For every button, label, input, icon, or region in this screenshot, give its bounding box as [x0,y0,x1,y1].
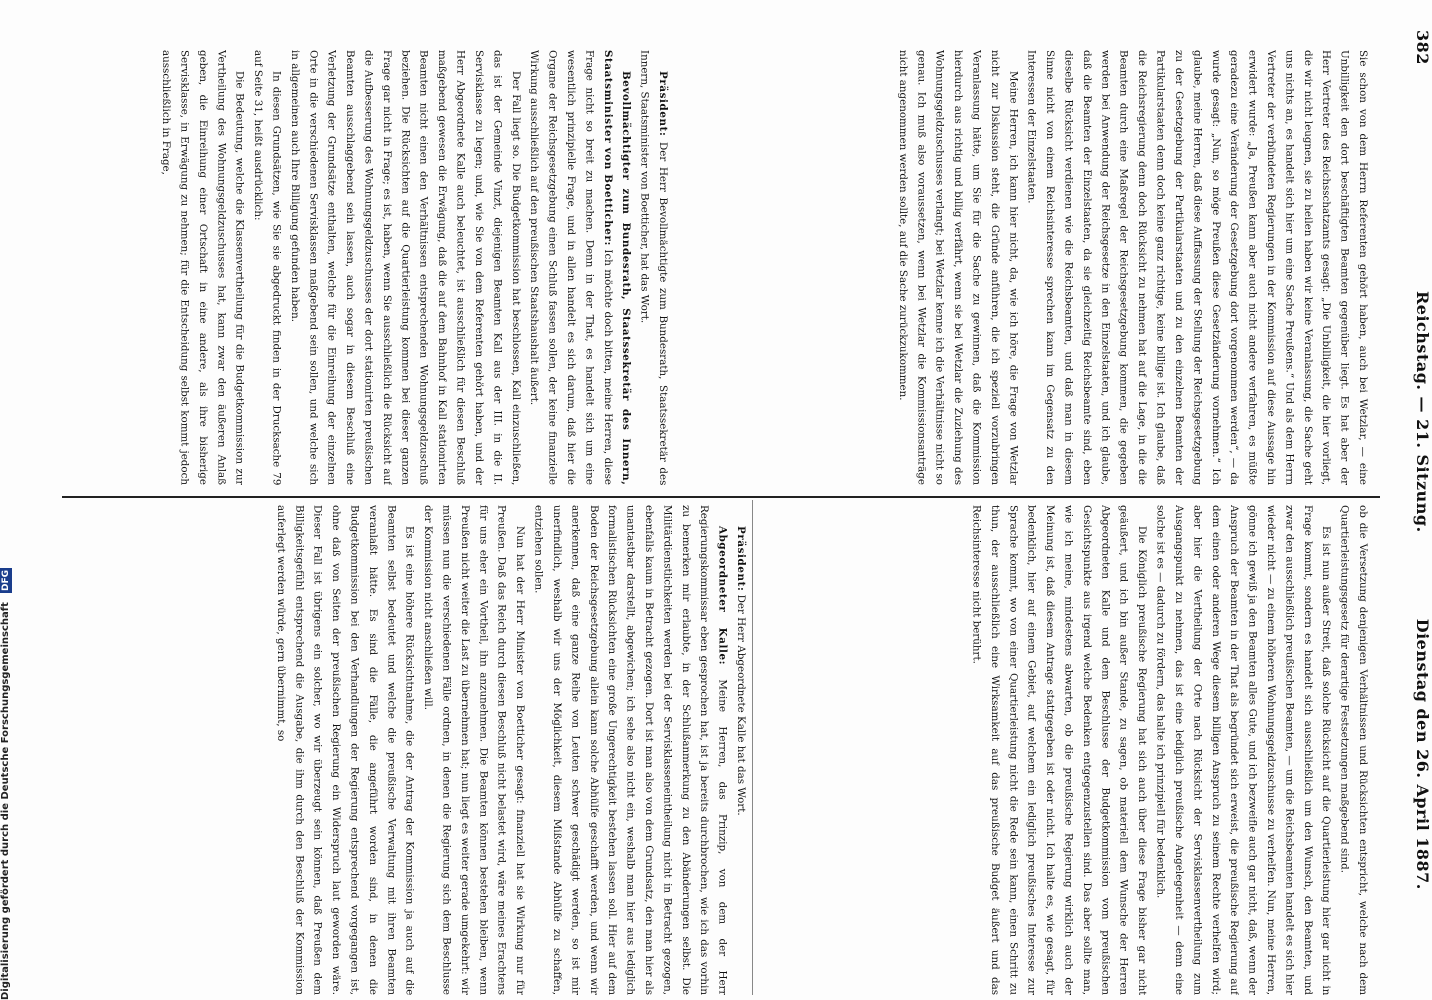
paragraph-text: Es ist nun außer Streit, daß solche Rücksicht auf die Quartierleistung hier gar nicht in Frage kommt, sondern es handelt sich ausschließlich um den Wunsch, den Beamten, und zwar den ausschließlich preußischen Beamten, — um die Reichsbeamten handelt es sich hier wieder nicht — zu einem höheren Wohnungsgeldzuschusse zu verhelfen. Nun, meine Herren, gönne ich gewiß ja den Beamten alles Gute, und ich bezweifle auch gar nicht, daß, wenn der Anspruch der Beamten in der That als begründet sich erweist, die preußische Regierung auf dem einen oder anderen Wege diesem billigen Anspruch zu seinem Rechte verhelfen wird; aber hier die Vertheilung der Orte nach Rücksicht der Servisklassenvertheilung zum Ausgangspunkt zu nehmen, das ist eine lediglich preußische Angelegenheit — denn eine solche ist es — dadurch zu fördern, das halte ich prinzipiell für bedenklich. [1154,505,1333,995]
header-title: Reichstag. — 21. Sitzung. [1413,290,1432,533]
text-column-3 [755,505,1372,995]
speaker-name: Präsident: [657,70,669,136]
paragraph [525,50,635,485]
paragraph [1335,505,1372,995]
paragraph [157,50,249,485]
paragraph-text: Der Herr Bevollmächtigte zum Bundesrath, Staatssekretär des Innern, Staatsminister von Boetticher, hat das Wort. [638,50,669,485]
digitization-footer [0,569,20,1000]
paragraph-text: Nun hat der Herr Minister von Boetticher gesagt: finanziell hat sie Wirkung nur für Preußen. Daß das Reich durch diesen Beschluß nicht belastet wird, wäre meines Erachtens für uns eher ein Vortheil, ihn anzunehmen. Die Beamten können bestehen bleiben, wenn Preußen nicht weiter die Last zu übernehmen hat; nun liegt es weiter gerade umgekehrt: wir müssen nun die verschiedenen Fälle ordnen, in denen die Regierung sich dem Beschlusse der Kommission nicht anschließen will. [422,505,527,995]
paragraph [271,505,418,995]
paragraph-text: Die Königlich preußische Regierung hat sich auch über diese Frage bisher gar nicht geäußert, und ich bin außer Stande, zu sagen, ob materiell dem Wunsche der Herren Abgeordneten Kalle und dem Beschlusse der Budgetkommission vom preußischen Gesichtspunkte aus irgend welche Bedenken entgegenzustellen sind. Das aber sollte man, wie ich meine, mindestens abwarten, ob die preußische Regierung wirklich auch der Meinung ist, daß diesem Antrage stattgegeben ist oder nicht. Ich halte es, wie gesagt, für bedenklich, hier auf einem Gebiet, auf welchem ein lediglich preußisches Interesse zur Sprache kommt, wo von einer Quartierleistung nicht die Rede sein kann, einen Schritt zu thun, der ausschließlich eine Wirksamkeit auf das preußische Budget äußert und das Reichsinteresse nicht berührt. [970,505,1149,995]
paragraph [1151,505,1335,995]
text-column-4 [70,505,750,995]
paragraph [285,50,524,485]
column-divider [752,500,753,995]
paragraph [249,50,286,485]
section-divider [62,496,1380,498]
paragraph-text: Meine Herren, das Prinzip, von dem der Herr Regierungskommissar eben gesprochen hat, ist ja bereits durchbrochen, wie ich das vorhin zu bemerken mir erlaubte, in der Schlußanmerkung zu den Abänderungen selbst. Die Militärdienstlichkeiten werden bei der Servisklasseneintheilung nicht in Betracht gezogen, ebenfalls kaum in Betracht gezogen. Dort ist man also von dem Grundsatz, den man hier als unantastbar darstellt, abgewichen; ich sehe also nicht ein, weshalb man hier aus lediglich formalistischen Rücksichten eine große Ungerechtigkeit bestehen lassen soll. Hier auf dem Boden der Reichsgesetzgebung allein kann solche Abhülfe geschafft werden, und wenn wir anerkennen, daß eine ganze Reihe von Leuten schwer geschädigt werden, so ist mir unerfindlich, weshalb wir uns der Möglichkeit, diesem Mißstande Abhülfe zu schaffen, entziehen sollen. [532,505,729,995]
paragraph [529,505,731,995]
paragraph-text: Ich möchte doch bitten, meine Herren, diese Frage nicht so breit zu machen. Denn in der That, es handelt sich um eine wesentlich prinzipielle Frage, und in allen handelt es sich darum, daß hier die Organe der Reichsgesetzgebung einen Schluß fassen sollen, der keine finanzielle Wirkung ausschließlich auf den preußischen Staatshaushalt äußert. [528,50,614,485]
paragraph-text: Meine Herren, ich kann hier nicht, da, wie ich höre, die Frage von Wetzlar nicht zur Diskussion steht, die Gründe anführen, die ich speziell vorzubringen Veranlassung hätte, um Sie für die Sache zu gewinnen, daß die Kommission hierdurch aus richtig und billig verfährt, wenn sie bei Wetzlar die Zuziehung des Wohnungsgeldzuschusses verlangt; bei Wetzlar kenne ich die Verhältnisse nicht so genau. Ich muß also voraussetzen, wenn bei Wetzlar die Kommissionsanträge nicht angenommen werden sollte, auf die Sache zurückzukommen. [896,50,1020,485]
paragraph [1022,50,1372,485]
paragraph-text: Der Fall liegt so. Die Budgetkommission hat beschlossen, Kall einzuschließen, das ist der Gemeinde Vinzt, diejenigen Beamten Kall aus der III. in die II. Servisklasse zu legen; und, wie Sie von dem Referenten gehört haben, und der Herr Abgeordnete Kalle auch beleuchtet, ist ausschließlich für diesen Beschluß maßgebend gewesen die Erwägung, daß die auf dem Bahnhof in Kall stationirten Beamten nicht einen den Verhältnissen entsprechenden Wohnungsgeldzuschuß beziehen. Die Rücksichten auf die Quartierleistung kommen bei dieser ganzen Frage gar nicht in Frage; es ist, haben, wenn Sie ausschließlich die Rücksicht auf die Aufbesserung des Wohnungsgeldzuschusses der dort stationirten preußischen Beamten ausschlaggebend sein lassen, auch sogar in diesem Beschluß eine Verletzung der Grundsätze enthalten, welche für die Einreihung der einzelnen Orte in die verschiedenen Servisklassen maßgebend sein sollen, und welche sich in allgemeinen auch Ihre Billigung gefunden haben. [288,50,522,485]
paragraph [635,50,672,485]
paragraph-text: ob die Versetzung denjenigen Verhältnissen und Rücksichten entspricht, welche nach dem Quartierleistungsgesetz für derartige Festsetzungen maßgebend sind. [1338,505,1369,995]
text-column-1 [680,50,1372,485]
paragraph-text: Der Herr Abgeordnete Kalle hat das Wort. [735,594,747,816]
header-date: Dienstag den 26. April 1887. [1413,618,1432,890]
speaker-name: Abgeordneter Kalle: [716,525,729,665]
text-column-2 [70,50,672,485]
page-number: 382 [1413,30,1432,65]
speaker-name: Präsident: [735,525,747,591]
paragraph [893,50,1022,485]
speaker-name: Bevollmächtigter zum Bundesrath, Staatssekretär des Innern, Staatsminister von Boetticher: [601,50,633,485]
dfg-logo: DFG [1,569,11,591]
paragraph-text: In diesen Grundsätzen, wie Sie sie abgedruckt finden in der Drucksache 79 auf Seite 31, heißt ausdrücklich: [252,50,283,485]
paragraph-text: Es ist eine höhere Rücksichtnahme, die der Antrag der Kommission ja auch auf die Beamten selbst bedeutet und welche die preußische Verwaltung mit ihren Beamten veranlaßt hätte. Es sind die Fälle, die angeführt worden sind, in denen die Budgetkommission bei den Verhandlungen der Regierung entsprechend vorgegangen ist, ohne daß von Seiten der preußischen Regierung ein Widerspruch laut geworden wäre. Dieser Fall ist übrigens ein solcher, wo wir überzeugt sein können, daß Preußen dem Billigkeitsgefühl entsprechend die Ausgabe, die ihm durch den Beschluß der Kommission auferlegt werden würde, gern übernimmt, so [274,505,416,995]
page-header [1386,30,1432,980]
paragraph-text: Die Bedeutung, welche die Klassenvertheilung für die Budgetkommission zur Vertheilung des Wohnungsgeldzuschusses hat, kann zwar den äußeren Anlaß geben, die Einreihung einer Ortschaft in eine andere, als ihre bisherige Servisklasse, in Erwägung zu nehmen; für die Entscheidung selbst kommt jedoch ausschließlich in Frage, [160,50,246,485]
paragraph [419,505,529,995]
footer-text: Digitalisierung gefördert durch die Deutsche Forschungsgemeinschaft [0,602,11,1000]
paragraph-text: Sie schon von dem Herrn Referenten gehört haben, auch bei Wetzlar, — eine Unbilligkeit den dort beschäftigten Beamten gegenüber liegt. Es hat aber der Herr Vertreter des Reichsschatzamts gesagt: „Die Unbilligkeit, die hier vorliegt, die wir nicht leugnen, sie zu heilen haben wir keine Veranlassung, die Sache geht uns nichts an, es handelt sich hier um eine Sache Preußens.“ Und als dem Herrn Vertreter der verbündeten Regierungen in der Kommission auf diese Aussage hin erwidert wurde: „Ja, Preußen kann aber auch nicht andere verfahren, es müßte geradezu eine Veränderung der Gesetzgebung dort vorgenommen werden“, — da wurde gesagt: „Nun, so möge Preußen diese Gesetzänderung vornehmen.“ Ich glaube, meine Herren, daß diese Auffassung der Stellung der Reichsgesetzgebung zu der Gesetzgebung der Partikularstaaten und zu den einzelnen Beamten der Partikularstaaten denn doch keine ganz richtige, keine billige ist. Ich glaube, daß die Reichsregierung denn doch Rücksicht zu nehmen hat auf die Lage, in die die Beamten durch eine Maßregel der Reichsgesetzgebung kommen, die gegeben werden bei Anwendung der Reichsgesetze in den Einzelstaaten, und ich glaube, daß die Beamten der Einzelstaaten, da sie gleichzeitig Reichsbeamte sind, eben dieselbe Rücksicht verdienen wie die Reichsbeamten, und daß man in diesem Sinne nicht von einem Reichsinteresse sprechen kann im Gegensatz zu den Interessen der Einzelstaaten. [1025,50,1369,485]
paragraph [967,505,1151,995]
paragraph [732,505,750,995]
